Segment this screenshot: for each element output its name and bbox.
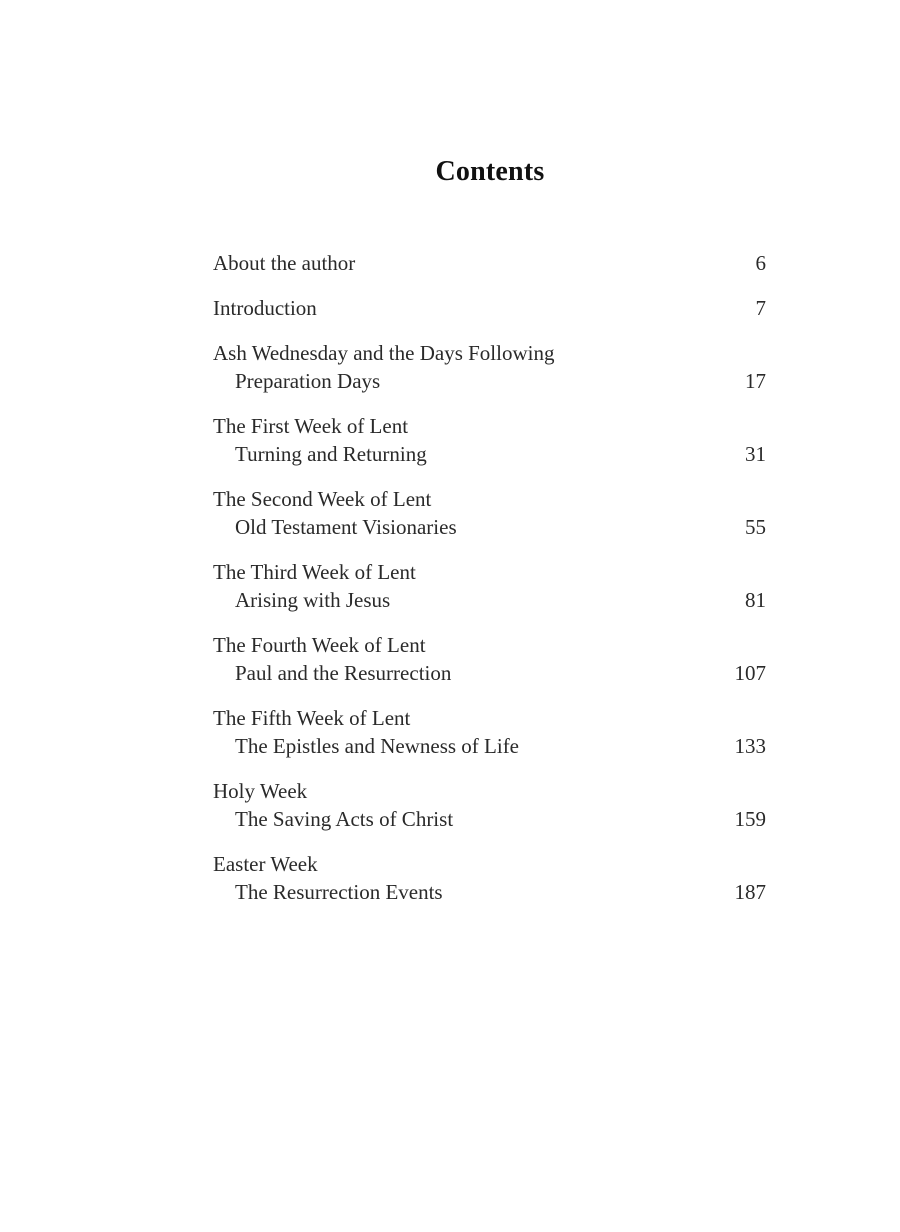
toc-entry-subtitle: The Saving Acts of Christ: [235, 807, 454, 831]
page-title: Contents: [435, 156, 545, 187]
toc-entry-page-number: 107: [734, 661, 766, 685]
toc-entry-page-number: 55: [745, 515, 766, 539]
toc-entry-introduction: [213, 294, 766, 339]
toc-entry-page-number: 31: [745, 442, 766, 466]
toc-entry-page-number: 159: [734, 807, 766, 831]
toc-entry-second-week: [213, 485, 766, 558]
toc-entry-title: The Third Week of Lent: [213, 560, 416, 584]
toc-entry-page-number: 133: [734, 734, 766, 758]
toc-entry-subtitle: The Epistles and Newness of Life: [235, 734, 520, 758]
toc-entry-title: Holy Week: [213, 779, 308, 803]
toc-entry-fourth-week: [213, 631, 766, 704]
toc-entry-page-number: 7: [755, 296, 766, 320]
toc-entry-subtitle: Turning and Returning: [235, 442, 427, 466]
toc-entry-title: The Fourth Week of Lent: [213, 633, 426, 657]
toc-entry-title: The First Week of Lent: [213, 414, 409, 438]
toc-entry-title: Ash Wednesday and the Days Following: [213, 341, 555, 365]
toc-entry-subtitle: Preparation Days: [235, 369, 381, 393]
toc-entry-easter-week: [213, 850, 766, 923]
toc-entry-ash-wednesday: [213, 339, 766, 412]
toc-entry-first-week: [213, 412, 766, 485]
toc-entry-page-number: 187: [734, 880, 766, 904]
toc-entry-title: About the author: [213, 251, 356, 275]
toc-entry-fifth-week: [213, 704, 766, 777]
toc-entry-page-number: 81: [745, 588, 766, 612]
toc-entry-subtitle: The Resurrection Events: [235, 880, 443, 904]
toc-entry-title: The Second Week of Lent: [213, 487, 432, 511]
toc-entry-page-number: 17: [745, 369, 766, 393]
toc-entry-subtitle: Paul and the Resurrection: [235, 661, 452, 685]
toc-entry-subtitle: Old Testament Visionaries: [235, 515, 457, 539]
toc-entry-holy-week: [213, 777, 766, 850]
toc-entry-third-week: [213, 558, 766, 631]
toc-entry-page-number: 6: [755, 251, 766, 275]
toc-entry-about-the-author: [213, 249, 766, 294]
toc-entry-title: Introduction: [213, 296, 317, 320]
toc-entry-subtitle: Arising with Jesus: [235, 588, 391, 612]
toc-entry-title: Easter Week: [213, 852, 318, 876]
table-of-contents: [213, 249, 766, 923]
toc-entry-title: The Fifth Week of Lent: [213, 706, 411, 730]
